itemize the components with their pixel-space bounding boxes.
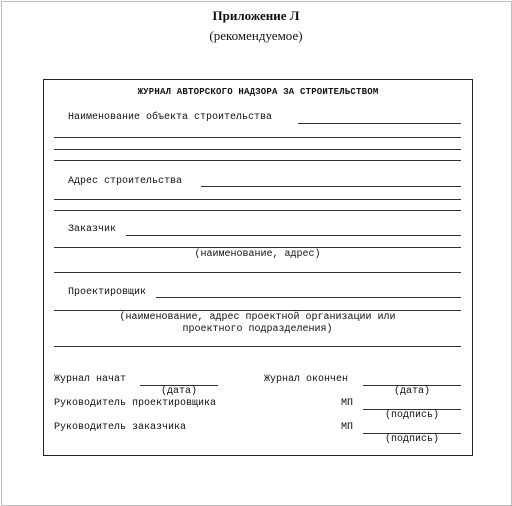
journal-started-label: Журнал начат xyxy=(54,374,127,385)
customer-stamp-label: МП xyxy=(341,422,354,433)
designer-label: Проектировщик xyxy=(68,287,147,298)
customer-head-label: Руководитель заказчика xyxy=(54,422,187,433)
designer-head-label: Руководитель проектировщика xyxy=(54,398,217,409)
designer-line-2[interactable] xyxy=(54,310,461,311)
designer-line[interactable] xyxy=(156,297,461,298)
designer-caption-line1: (наименование, адрес проектной организации или xyxy=(119,312,396,323)
address-line-2[interactable] xyxy=(54,199,461,200)
customer-label: Заказчик xyxy=(68,224,117,235)
appendix-title: Приложение Л xyxy=(212,8,300,23)
form-title: ЖУРНАЛ АВТОРСКОГО НАДЗОРА ЗА СТРОИТЕЛЬСТВОМ xyxy=(137,87,379,97)
designer-caption-line2: проектного подразделения) xyxy=(182,324,333,335)
address-line-3[interactable] xyxy=(54,210,461,211)
address-label: Адрес строительства xyxy=(68,176,183,187)
designer-stamp-label: МП xyxy=(341,398,354,409)
customer-line-3[interactable] xyxy=(54,272,461,273)
journal-form xyxy=(43,79,473,456)
customer-signature-caption: (подпись) xyxy=(384,434,439,445)
end-date-caption: (дата) xyxy=(393,386,430,397)
object-name-line-2[interactable] xyxy=(54,137,461,138)
appendix-subtitle: (рекомендуемое) xyxy=(209,28,303,43)
customer-line-2[interactable] xyxy=(54,247,461,248)
object-name-line[interactable] xyxy=(298,123,461,124)
address-line[interactable] xyxy=(201,186,461,187)
start-date-caption: (дата) xyxy=(160,386,197,397)
object-name-line-3[interactable] xyxy=(54,149,461,150)
object-name-line-4[interactable] xyxy=(54,160,461,161)
customer-line[interactable] xyxy=(126,235,461,236)
designer-line-3[interactable] xyxy=(54,346,461,347)
object-name-label: Наименование объекта строительства xyxy=(68,112,273,123)
journal-finished-label: Журнал окончен xyxy=(264,374,349,385)
designer-signature-caption: (подпись) xyxy=(384,410,439,421)
customer-caption: (наименование, адрес) xyxy=(194,249,321,260)
